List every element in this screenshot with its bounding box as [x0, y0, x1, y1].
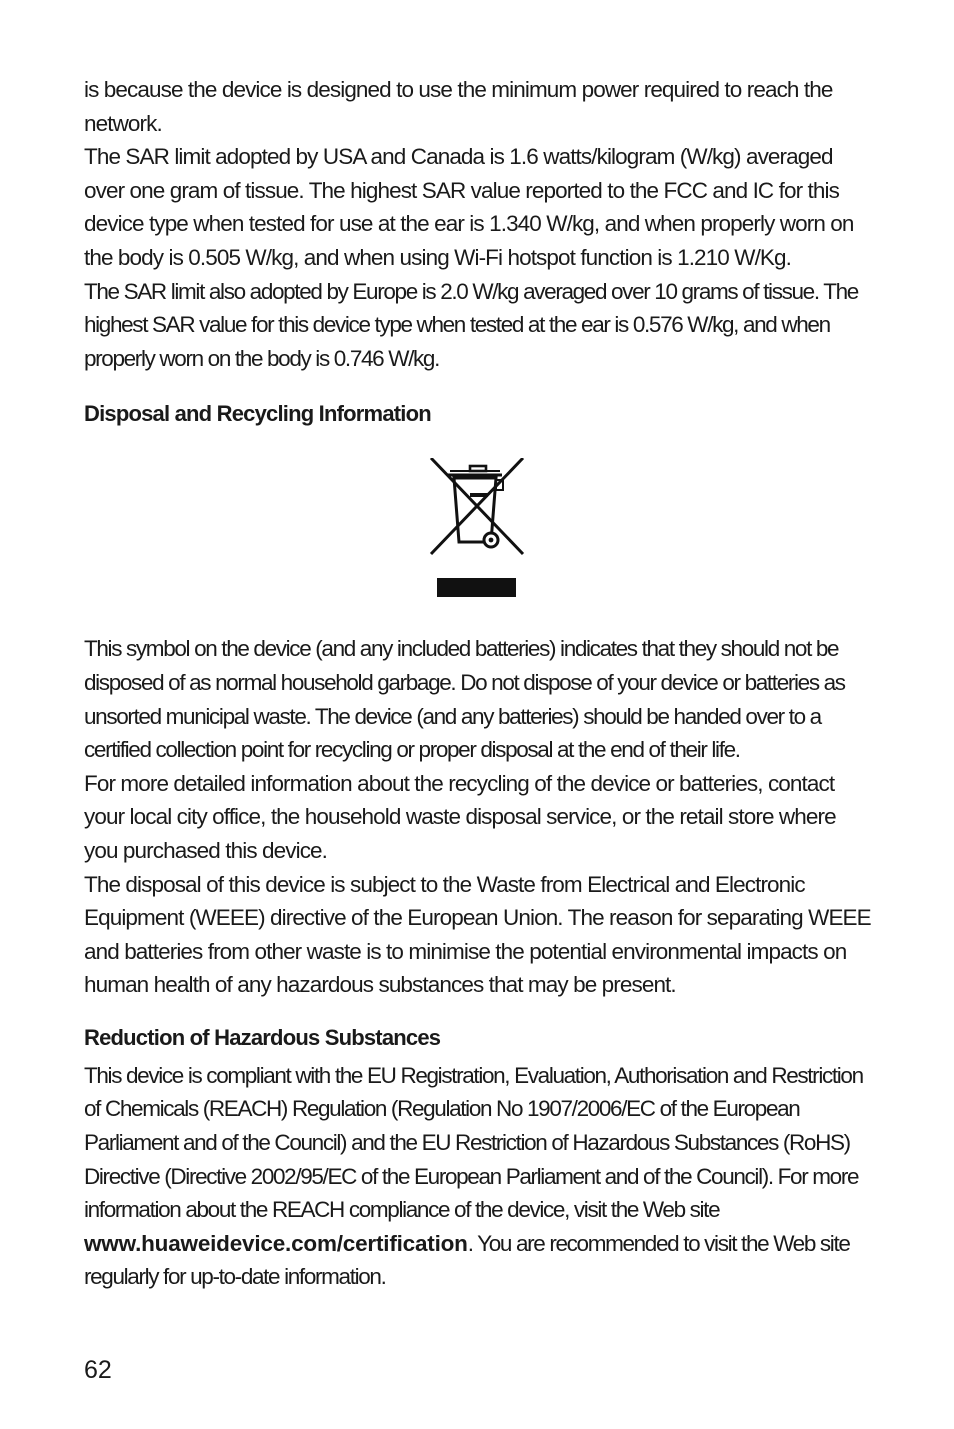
rohs-text-after-link: . You are recommended to visit the Web site regularly for up-to-date information.	[84, 1230, 850, 1290]
page-number: 62	[84, 1356, 112, 1384]
disposal-paragraph-3: The disposal of this device is subject to the Waste from Electrical and Electronic Equipment (WEEE) directive of the European Union. The reason for separating WEEE and batteries from other waste is to minimise the potential environmental impacts on human health of any hazardous substances that may be present.	[84, 871, 871, 998]
rohs-text-before-link: This device is compliant with the EU Registration, Evaluation, Authorisation and Restriction of Chemicals (REACH) Regulation (Regulation No 1907/2006/EC of the European Parliament and of the Council) and the EU Restriction of Hazardous Substances (RoHS) Directive (Directive 2002/95/EC of the European Parliament and of the Council). For more information about the REACH compliance of the device, visit the Web site	[84, 1062, 863, 1223]
sar-paragraph-usa-canada: The SAR limit adopted by USA and Canada is 1.6 watts/kilogram (W/kg) averaged over one gram of tissue. The highest SAR value reported to the FCC and IC for this device type when tested for use at the ear is 1.340 W/kg, and when properly worn on the body is 0.505 W/kg, and when using Wi-Fi hotspot function is 1.210 W/Kg.	[84, 144, 854, 270]
certification-link[interactable]: www.huaweidevice.com/certification	[84, 1230, 468, 1256]
weee-symbol-container	[84, 458, 874, 618]
sar-paragraph-europe: The SAR limit also adopted by Europe is 2.0 W/kg averaged over 10 grams of tissue. The highest SAR value for this device type when tested at the ear is 0.576 W/kg, and when properly worn on the body is 0.746 W/kg.	[84, 278, 858, 371]
disposal-paragraph-1: This symbol on the device (and any included batteries) indicates that they should not be disposed of as normal household garbage. Do not dispose of your device or batteries as unsorted municipal waste. The device (and any batteries) should be handed over to a certified collection point for recycling or proper disposal at the end of their life.	[84, 636, 845, 763]
disposal-paragraph-2: For more detailed information about the recycling of the device or batteries, contact your local city office, the household waste disposal service, or the retail store where you purchased this device.	[84, 770, 836, 863]
document-page	[84, 73, 874, 1294]
hazardous-substances-heading: Reduction of Hazardous Substances	[84, 1024, 441, 1050]
weee-bin-icon	[428, 458, 528, 618]
disposal-heading: Disposal and Recycling Information	[84, 401, 431, 427]
rohs-paragraph	[84, 1059, 874, 1294]
sar-paragraph-1: is because the device is designed to use the minimum power required to reach the network.	[84, 77, 833, 136]
